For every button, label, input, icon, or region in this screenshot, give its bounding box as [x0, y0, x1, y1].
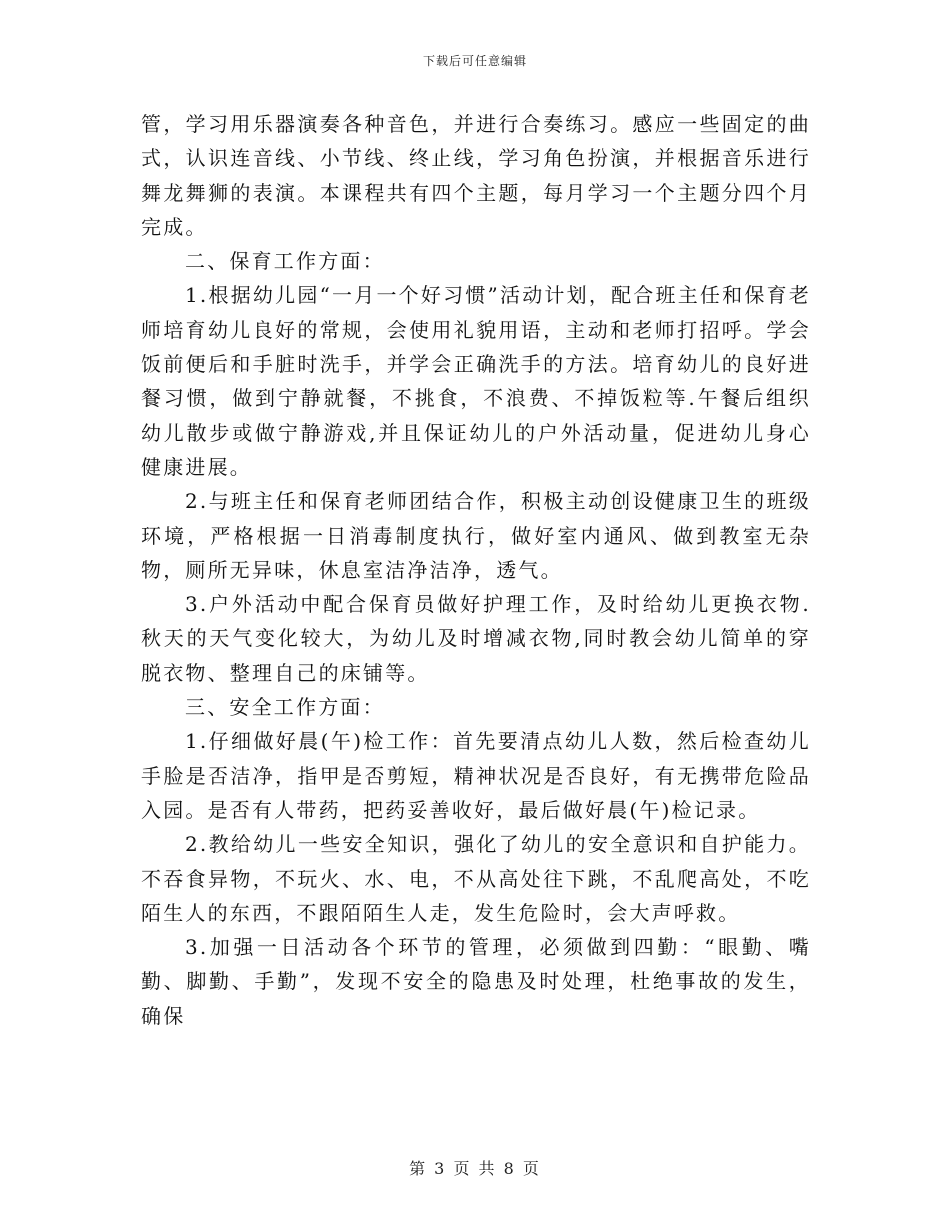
- paragraph-1: 管，学习用乐器演奏各种音色，并进行合奏练习。感应一些固定的曲式，认识连音线、小节线、终止线，学习角色扮演，并根据音乐进行舞龙舞狮的表演。本课程共有四个主题，每月学习一个主题分四个月完成。: [141, 112, 811, 239]
- paragraph-3-2: 2.教给幼儿一些安全知识，强化了幼儿的安全意识和自护能力。不吞食异物，不玩火、水、电，不从高处往下跳，不乱爬高处，不吃陌生人的东西，不跟陌陌生人走，发生危险时，会大声呼救。: [141, 832, 811, 925]
- paragraph-3-1: 1.仔细做好晨(午)检工作：首先要清点幼儿人数，然后检查幼儿手脸是否洁净，指甲是否剪短，精神状况是否良好，有无携带危险品入园。是否有人带药，把药妥善收好，最后做好晨(午)检记录。: [141, 729, 811, 822]
- section-heading-3: 三、安全工作方面：: [185, 695, 385, 720]
- paragraph-2-1: 1.根据幼儿园“一月一个好习惯”活动计划，配合班主任和保育老师培育幼儿良好的常规，会使用礼貌用语，主动和老师打招呼。学会饭前便后和手脏时洗手，并学会正确洗手的方法。培育幼儿的良好进餐习惯，做到宁静就餐，不挑食，不浪费、不掉饭粒等.午餐后组织幼儿散步或做宁静游戏,并且保证幼儿的户外活动量，促进幼儿身心健康进展。: [141, 283, 811, 479]
- paragraph-3-3: 3.加强一日活动各个环节的管理，必须做到四勤：“眼勤、嘴勤、脚勤、手勤”，发现不安全的隐患及时处理，杜绝事故的发生，确保: [141, 935, 811, 1028]
- paragraph-2-2: 2.与班主任和保育老师团结合作，积极主动创设健康卫生的班级环境，严格根据一日消毒制度执行，做好室内通风、做到教室无杂物，厕所无异味，休息室洁净洁净，透气。: [141, 489, 811, 582]
- document-body: [141, 107, 811, 1033]
- page-header: 下载后可任意编辑: [422, 54, 527, 68]
- page-footer: 第 3 页 共 8 页: [409, 1159, 541, 1178]
- paragraph-2-3: 3.户外活动中配合保育员做好护理工作，及时给幼儿更换衣物.秋天的天气变化较大，为幼儿及时增减衣物,同时教会幼儿简单的穿脱衣物、整理自己的床铺等。: [141, 592, 811, 685]
- section-heading-2: 二、保育工作方面：: [185, 249, 385, 274]
